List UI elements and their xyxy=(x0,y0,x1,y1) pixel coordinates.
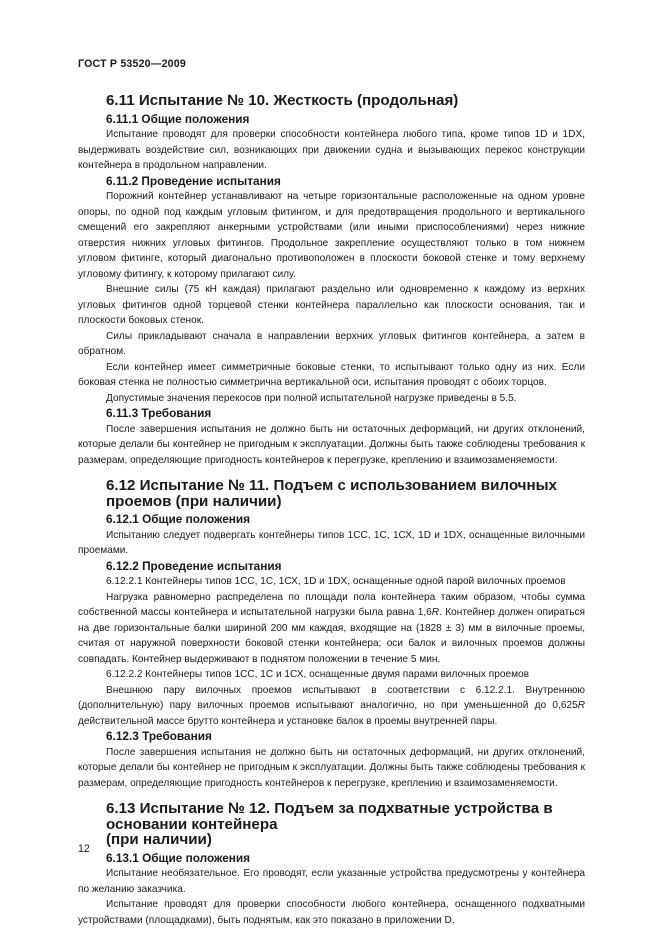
paragraph xyxy=(78,683,585,730)
document-body xyxy=(78,93,585,928)
title-line: (при наличии) xyxy=(106,831,212,848)
subsection-6-11-3-title: 6.11.3 Требования xyxy=(106,406,212,420)
section-6-12-title: 6.12 Испытание № 11. Подъем с использованием вилочных проемов (при наличии) xyxy=(106,477,557,510)
paragraph: Допустимые значения перекосов при полной испытательной нагрузке приведены в 5.5. xyxy=(106,392,517,404)
title-line: 6.13 Испытание № 12. Подъем за подхватные устройства в основании контейнера xyxy=(106,800,553,833)
variable-r: R xyxy=(577,700,585,711)
text-run: Нагрузка равномерно распределена по площади пола контейнера таким образом, чтобы сумма собственной массы контейнера и испытательной нагрузки была равна 1,6 xyxy=(78,591,585,618)
subsection-6-12-1-title: 6.12.1 Общие положения xyxy=(106,512,251,526)
subsection-6-11-1-title: 6.11.1 Общие положения xyxy=(106,111,250,126)
paragraph: Внешние силы (75 кН каждая) прилагают раздельно или одновременно к каждому из верхних угловых фитингов одной торцевой стенки контейнера параллельно как плоскости основания, так и плоскости боковых стенок. xyxy=(78,284,585,326)
document-header: ГОСТ Р 53520—2009 xyxy=(78,58,186,70)
subsection-6-11-2-title: 6.11.2 Проведение испытания xyxy=(106,173,281,188)
paragraph: Если контейнер имеет симметричные боковые стенки, то испытывают только одну из них. Если боковая стенка не полностью симметрична вертикальной оси, испытания проводят с обоих торцов. xyxy=(78,361,585,388)
paragraph: Силы прикладывают сначала в направлении верхних угловых фитингов контейнера, а затем в обратном. xyxy=(78,330,585,357)
variable-r: R xyxy=(431,607,440,618)
paragraph: После завершения испытания не должно быть ни остаточных деформаций, ни других отклонений, которые делали бы контейнер не пригодным к эксплуатации. Должны быть также соблюдены требования к размерам, определяющие пригодность контейнеров к перегрузке, креплению и взаимозаменяемости. xyxy=(78,746,585,789)
paragraph: 6.12.2.1 Контейнеры типов 1СС, 1С, 1СХ, 1D и 1DX, оснащенные одной парой вилочных проемов xyxy=(106,576,566,587)
subsection-6-13-1-title: 6.13.1 Общие положения xyxy=(106,850,251,865)
text-run: . Контейнер должен опираться на две горизонтальные балки шириной 200 мм каждая, входящие на (1828 ± 3) мм в вилочные проемы, считая от наружной поверхности боковой стенки контейнера; оси балок и вилочных проемов должны совпадать. Контейнер выдерживают в поднятом положении в течение 5 мин. xyxy=(78,607,585,665)
paragraph: Испытание проводят для проверки способности контейнера любого типа, кроме типов 1D и 1DX, выдерживать воздействие сил, возникающих при движении судна и вызывающих перекос конструкции контейнера в продольном направлении. xyxy=(78,129,585,171)
text-run: действительной массе брутто контейнера и установке балок в проемы внутренней пары. xyxy=(78,715,498,727)
text-run: Внешнюю пару вилочных проемов испытывают в соответствии с 6.12.2.1. Внутреннюю (дополнительную) пару вилочных проемов испытывают аналогично, но при уменьшенной до 0,625 xyxy=(78,684,585,711)
page-number: 12 xyxy=(78,843,90,855)
section-6-11-title: 6.11 Испытание № 10. Жесткость (продольная) xyxy=(106,92,459,109)
paragraph: Испытание проводят для проверки способности любого контейнера, оснащенного подхватными устройствами (площадками), быть поднятым, как это показано в приложении D. xyxy=(78,899,585,926)
paragraph xyxy=(78,590,585,668)
paragraph: Испытанию следует подвергать контейнеры типов 1СС, 1С, 1СХ, 1D и 1DX, оснащенные вилочными проемами. xyxy=(78,529,585,556)
paragraph: 6.12.2.2 Контейнеры типов 1СС, 1С и 1СХ, оснащенные двумя парами вилочных проемов xyxy=(106,669,530,680)
section-6-13-title xyxy=(78,801,585,848)
paragraph: Испытание необязательное. Его проводят, если указанные устройства предусмотрены у контейнера по желанию заказчика. xyxy=(78,868,585,895)
subsection-6-12-3-title: 6.12.3 Требования xyxy=(106,729,212,743)
paragraph: Порожний контейнер устанавливают на четыре горизонтальные расположенные на одном уровне опоры, по одной под каждым угловым фитингом, и для предотвращения продольного и вертикального смещений его закрепляют анкерными устройствами (или иными приспособлениями) через нижние отверстия нижних угловых фитингов. Продольное закрепление осуществляют только в том нижнем угловом фитинге, который диагонально противоположен в плоскости боковой стенке и тому верхнему угловому фитингу, к которому прилагают силу. xyxy=(78,191,585,280)
subsection-6-12-2-title: 6.12.2 Проведение испытания xyxy=(106,558,282,573)
paragraph: После завершения испытания не должно быть ни остаточных деформаций, ни других отклонений, которые делали бы контейнер не пригодным к эксплуатации. Должны быть также соблюдены требования к размерам, определяющие пригодность контейнеров к перегрузке, креплению и взаимозаменяемости. xyxy=(78,423,585,466)
